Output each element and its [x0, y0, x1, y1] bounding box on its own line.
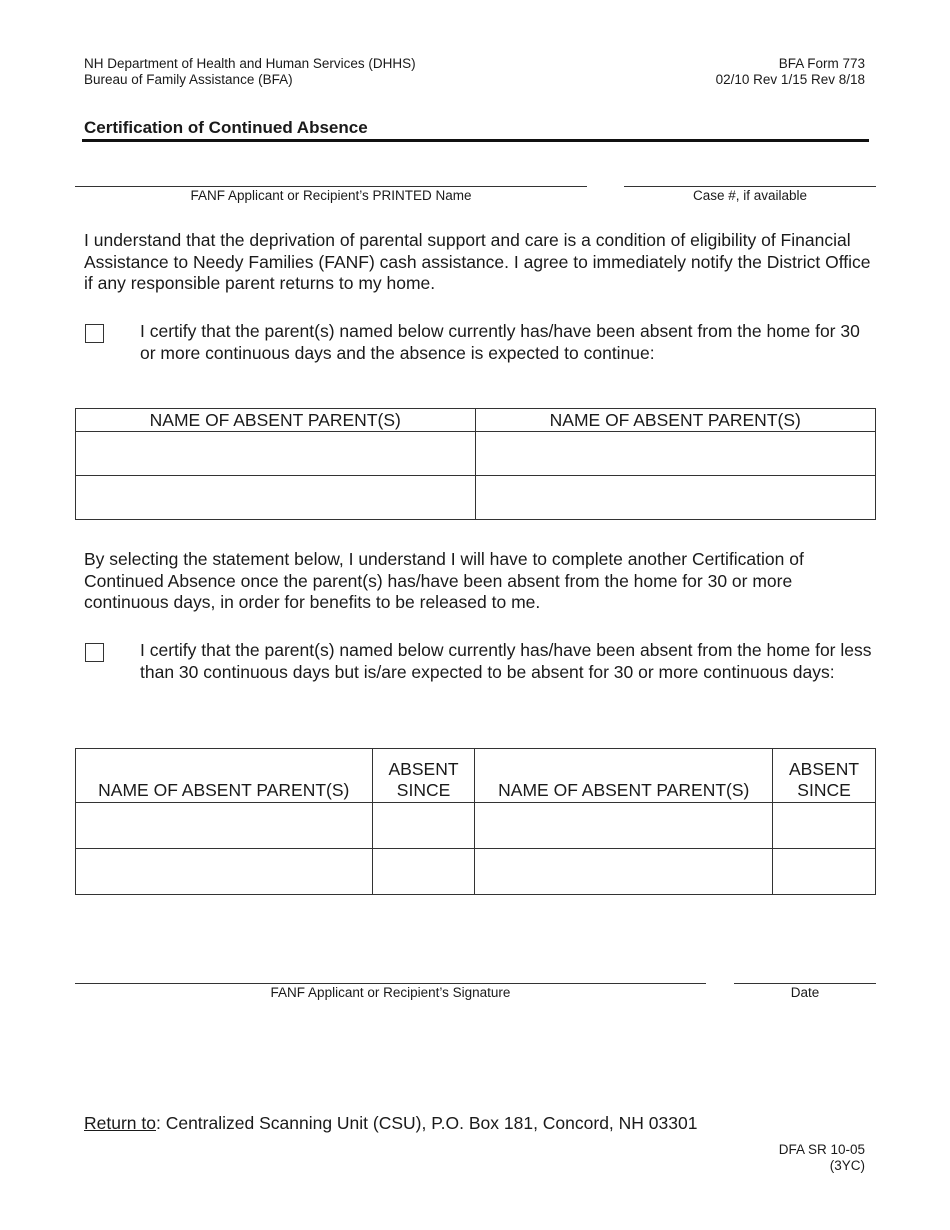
return-to-label: Return to	[84, 1113, 156, 1133]
absent-since-cell[interactable]	[372, 803, 475, 849]
table-row	[76, 849, 876, 895]
signature-field[interactable]	[75, 983, 706, 1000]
date-label: Date	[790, 985, 820, 1000]
signature-label: FANF Applicant or Recipient’s Signature	[270, 985, 511, 1000]
table-header-row	[76, 749, 876, 803]
table-row	[76, 803, 876, 849]
footer-version: (3YC)	[829, 1158, 865, 1173]
certify-less-than-30-days-text: I certify that the parent(s) named below currently has/have been absent from the home for less than 30 continuous days but is/are expected to be absent for 30 or more continuous days:	[140, 640, 872, 682]
return-address	[84, 1113, 697, 1134]
column-header: ABSENT SINCE	[372, 749, 475, 803]
agency-name: NH Department of Health and Human Services (DHHS)	[84, 56, 416, 71]
eligibility-statement: I understand that the deprivation of parental support and care is a condition of eligibility of Financial Assistance to Needy Families (FANF) cash assistance. I agree to immediately notify the District Office if any responsible parent returns to my home.	[84, 230, 871, 293]
form-number: BFA Form 773	[778, 56, 865, 71]
selection-statement: By selecting the statement below, I understand I will have to complete another Certification of Continued Absence once the parent(s) has/have been absent from the home for 30 or more continuous days, in order for benefits to be released to me.	[84, 549, 804, 612]
return-to-address: : Centralized Scanning Unit (CSU), P.O. Box 181, Concord, NH 03301	[155, 1113, 698, 1133]
printed-name-label: FANF Applicant or Recipient’s PRINTED Name	[190, 188, 472, 203]
form-info	[716, 56, 865, 88]
printed-name-field[interactable]	[75, 186, 587, 203]
absent-parent-name-cell[interactable]	[475, 432, 876, 476]
column-header: NAME OF ABSENT PARENT(S)	[475, 409, 876, 432]
page-title: Certification of Continued Absence	[84, 118, 368, 137]
table-row	[76, 476, 876, 520]
absent-parent-name-cell[interactable]	[475, 803, 773, 849]
certify-30-days-checkbox[interactable]	[85, 324, 104, 343]
absent-since-cell[interactable]	[773, 803, 876, 849]
absent-parent-name-cell[interactable]	[76, 476, 476, 520]
title-divider	[82, 139, 869, 142]
absent-parent-name-cell[interactable]	[76, 432, 476, 476]
table-row	[76, 432, 876, 476]
case-number-label: Case #, if available	[692, 188, 808, 203]
absent-parent-name-cell[interactable]	[76, 803, 373, 849]
case-number-field[interactable]	[624, 186, 876, 203]
absent-parent-name-cell[interactable]	[475, 476, 876, 520]
absent-since-cell[interactable]	[372, 849, 475, 895]
footer-code: DFA SR 10-05	[778, 1142, 865, 1157]
absent-parent-name-cell[interactable]	[475, 849, 773, 895]
absent-parent-name-cell[interactable]	[76, 849, 373, 895]
certify-30-days-text: I certify that the parent(s) named below currently has/have been absent from the home for 30 or more continuous days and the absence is expected to continue:	[140, 321, 860, 363]
absent-parents-since-table	[75, 748, 876, 895]
agency-header	[84, 56, 416, 88]
form-revisions: 02/10 Rev 1/15 Rev 8/18	[715, 72, 865, 87]
form-footer	[779, 1142, 865, 1174]
column-header: ABSENT SINCE	[773, 749, 876, 803]
column-header: NAME OF ABSENT PARENT(S)	[475, 749, 773, 803]
certify-less-than-30-days-checkbox[interactable]	[85, 643, 104, 662]
date-field[interactable]	[734, 983, 876, 1000]
column-header: NAME OF ABSENT PARENT(S)	[76, 749, 373, 803]
absent-since-cell[interactable]	[773, 849, 876, 895]
bureau-name: Bureau of Family Assistance (BFA)	[84, 72, 293, 87]
table-header-row	[76, 409, 876, 432]
absent-parents-table	[75, 408, 876, 520]
column-header: NAME OF ABSENT PARENT(S)	[76, 409, 476, 432]
